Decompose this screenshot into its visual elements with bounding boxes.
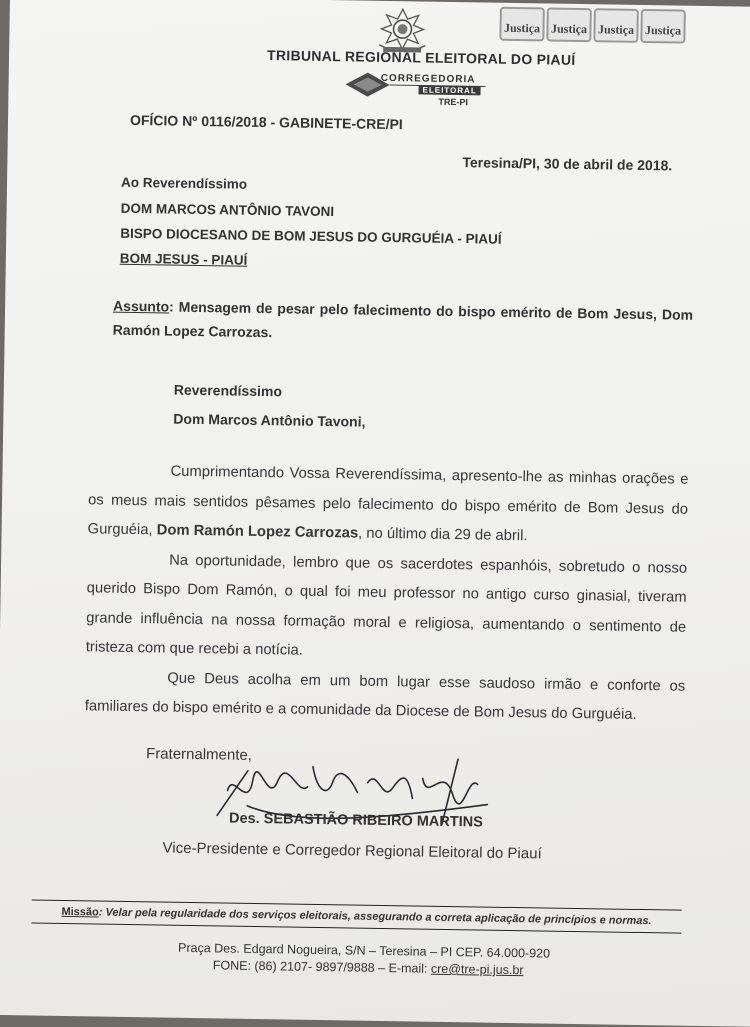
justica-logo: Justiça: [546, 7, 592, 42]
addressee-name: DOM MARCOS ANTÔNIO TAVONI: [120, 200, 335, 220]
oficio-number: OFÍCIO Nº 0116/2018 - GABINETE-CRE/PI: [129, 111, 403, 133]
justica-logo: Justiça: [640, 9, 686, 44]
justica-logos: [499, 7, 686, 44]
mission-label: Missão: [61, 905, 99, 919]
signer-name: Des. SEBASTIÃO RIBEIRO MARTINS: [228, 810, 483, 831]
greeting-line1: Reverendíssimo: [173, 381, 283, 400]
mission-text: : Velar pela regularidade dos serviços eleitorais, assegurando a correta aplicação de princípios e normas.: [98, 906, 652, 928]
paragraph-1-end: , no último dia 29 de abril.: [357, 525, 528, 545]
corregedoria-label: CORREGEDORIA: [380, 72, 476, 86]
addressee-salutation: Ao Reverendíssimo: [120, 174, 248, 192]
subject-text: : Mensagem de pesar pelo falecimento do bispo emérito de Bom Jesus, Dom Ramón Lopez Carrozas.: [112, 298, 694, 341]
footer-phone: FONE: (86) 2107- 9897/9888 – E-mail:: [212, 958, 432, 976]
addressee-title: BISPO DIOCESANO DE BOM JESUS DO GURGUÉIA - PIAUÍ: [120, 225, 502, 247]
footer-contact: [213, 958, 524, 977]
paragraph-1: [87, 456, 688, 554]
closing: Fraternalmente,: [145, 745, 253, 764]
letter-body: [85, 456, 689, 731]
greeting-line2: Dom Marcos Antônio Tavoni,: [173, 410, 366, 430]
place-date: Teresina/PI, 30 de abril de 2018.: [462, 154, 673, 174]
paragraph-2: Na oportunidade, lembro que os sacerdotes espanhóis, sobretudo o nosso querido Bispo Dom Ramón, o qual foi meu professor no antigo curso ginasial, tiveram grande influência na nossa formação moral e religiosa, aumentando o sentimento de tristeza com que recebi a notícia.: [85, 552, 688, 659]
deceased-name: Dom Ramón Lopez Carrozas: [156, 522, 359, 542]
paragraph-1-text: Cumprimentando Vossa Reverendíssima, apresento-lhe as minhas orações e os meus mais sentidos pêsames pelo falecimento do bispo emérito de Bom Jesus do Gurguéia,: [87, 463, 689, 539]
institution-title: TRIBUNAL REGIONAL ELEITORAL DO PIAUÍ: [266, 47, 576, 68]
footer-email-link[interactable]: cre@tre-pi.jus.br: [430, 961, 524, 978]
signer-role: Vice-Presidente e Corregedor Regional Eleitoral do Piauí: [162, 839, 542, 863]
justica-logo: Justiça: [499, 7, 545, 42]
mission-statement: [31, 899, 681, 933]
addressee-city: BOM JESUS - PIAUÍ: [119, 250, 248, 268]
eleitoral-label: ELEITORAL: [418, 85, 480, 95]
paragraph-3: Que Deus acolha em um bom lugar esse saudoso irmão e conforte os familiares do bispo emérito e a comunidade da Diocese de Bom Jesus do Gurguéia.: [84, 670, 686, 723]
footer-address: Praça Des. Edgard Nogueira, S/N – Teresina – PI CEP. 64.000-920: [177, 940, 551, 961]
subject-label: Assunto: [113, 297, 170, 315]
justica-logo: Justiça: [593, 8, 639, 43]
subject: [113, 294, 694, 351]
tre-pi-label: TRE-PI: [438, 96, 468, 108]
